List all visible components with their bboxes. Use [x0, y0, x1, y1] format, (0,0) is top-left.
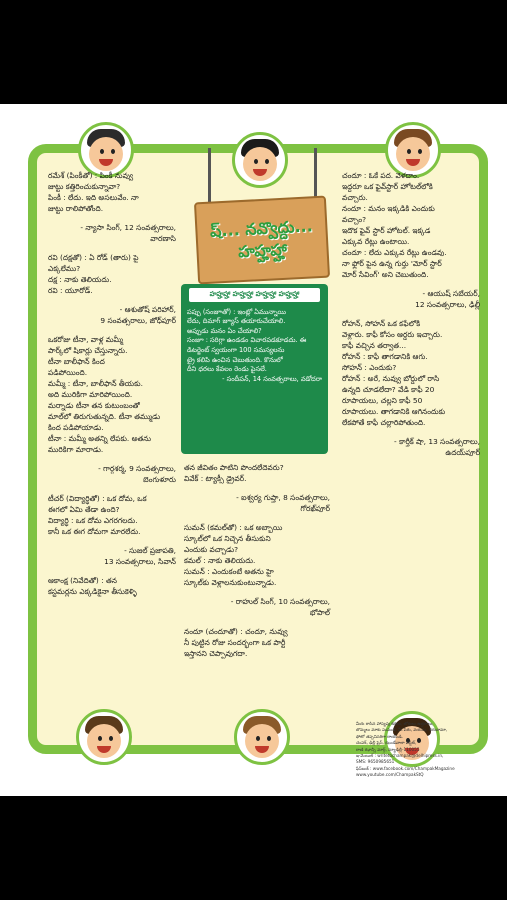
joke-signature: - ఐశ్వర్య గుప్తా, 8 సంవత్సరాలు, గోరఖ్‌పూర్ — [236, 493, 330, 513]
joke-signature: - ఆయుష్ సబేయర్, 12 సంవత్సరాలు, ఢిల్లీ — [415, 289, 480, 309]
sign-board — [194, 196, 330, 285]
girl-face-icon — [232, 132, 288, 188]
middle-column — [184, 462, 330, 667]
joke-signature: - ఆశుతోష్ పరిహార్, 9 సంవత్సరాలు, జోధ్‌పూర్ — [100, 305, 176, 325]
chain — [314, 148, 317, 203]
right-column — [342, 170, 480, 466]
joke-text: ఆకాంక్ష (నివేదితో) : తన కస్టమర్లను ఎక్కడికైనా తీసుకెళ్ళి — [48, 576, 137, 596]
joke-text: నందూ (చందూతో) : చందూ, నువ్వు నీ పుట్టిన రోజు సందర్భంగా ఒక పార్టీ ఇస్తానని చెప్పావుగదా. — [184, 627, 288, 658]
joke-signature: - రాహుల్ సింగ్, 10 సంవత్సరాలు, భోపాల్ — [230, 597, 330, 617]
joke-signature: - కార్తీక్ షా, 13 సంవత్సరాలు, ఉదయ్‌పూర్ — [394, 437, 480, 457]
girl-face-icon — [76, 709, 132, 765]
sign-title: ష్... నవ్వొద్దు... హహ్హహ్హా — [209, 216, 314, 262]
joke-text: టీచర్ (విద్యార్థితో) : ఒక దోమ, ఒక ఈగలో ఏమి తేడా ఉంది? విద్యార్థి : ఒక దోమ ఎగరగలదు. కానీ ఒక ఈగ దోమగా మారలేదు. — [48, 494, 147, 536]
magazine-page — [0, 104, 507, 796]
chain — [208, 148, 211, 203]
featured-joke-box — [181, 284, 328, 454]
joke-text: రోహన్, సోహన్ ఒక కఫేలోకి వెళ్లారు. కాఫీ కోసం ఆర్డరు ఇచ్చారు. కాఫీ వచ్చిన తర్వాత... రోహన్ : కాఫీ తాగడానికి ఆగు. సోహన్ : ఎందుకు? రోహన్ : అరే, నువ్వు బోర్డులో రాసి ఉన్నది చూడలేదా? వేడి కాఫీ 20 రూపాయలు, చల్లని కాఫీ 50 రూపాయలు. తాగడానికి ఆగినందుకు లేకపోతే కాఫీ చల్లారిపోతుంది. — [342, 319, 446, 427]
joke-text: రవి (దక్షతో) : ఏ రోడ్ (తారు) పై ఎక్కలేము? దక్ష : నాకు తెలియదు. రవి : యూరోడ్. — [48, 253, 139, 295]
joke-signature: - సుజల్ ప్రజాపతి, 13 సంవత్సరాలు, సివాన్ — [104, 546, 176, 566]
featured-joke-text: పప్పు (సంజూతో) : ఇంట్లో ఏమున్నాయి లేదు, దిమాగ్ జ్యూస్ తయారుచేయాలి. అప్పుడు మనం ఏం చేయాలి? సంజూ : సరిగ్గా ఉండడం విచారపడకూడదు. ఈ డిటర్జెంట్ స్వయంగా 100 సమస్యలను ట్రై కలిపి ఉంచిన చెబుతుంది. కొనులో దీని ధరలు కేవలం రెండు పైసలే. — [187, 307, 307, 374]
boy-face-icon — [234, 709, 290, 765]
joke-text: సుమన్ (కమల్‌తో) : ఒక అబ్బాయి స్కూల్‌లో ఒక నిచ్చెన తీసుకుని ఎందుకు వచ్చాడు? కమల్ : నాకు తెలియదు. సుమన్ : ఎందుకంటే అతను హై స్కూల్‌కు వెళ్లాలనుకుంటున్నాడు. — [184, 523, 283, 587]
left-column — [48, 170, 176, 605]
joke-text: రమేశ్ (పింకీతో) : పింకీ నువ్వు జుట్టు కత్తిరించుకున్నావా? పింకీ : లేదు. ఇది అసలువేం. నా జుట్టు రాలిపోతోంది. — [48, 171, 139, 213]
title-sign — [196, 199, 328, 281]
joke-text: ఒకరోజు టీనా, వాళ్ల మమ్మీ పార్క్‌లో షికార్లు చేస్తున్నారు. టీనా బాలీఫాన్ కింద పడిపోయింది. మమ్మీ : టీనా, బాలీఫాన్ తీయకు. అది మురికిగా మారిపోయింది. మర్నాడు టీనా తన కుటుంబంతో మాల్‌లో తిరుగుతున్నది. టీనా తమ్ముడు కింద పడిపోయాడు. టీనా : మమ్మీ అతన్ని లేపకు. అతను మురికిగా మారాడు. — [48, 335, 161, 454]
featured-joke-signature: - సందీపన్, 14 సంవత్సరాలు, వడోదరా — [222, 374, 322, 383]
joke-text: చందూ : ఓకే పద. వెళదాం. ఇద్దరూ ఒక ఫైవ్‌స్టార్ హోటల్‌లోకి వచ్చారు. నందూ : మనం ఇక్కడికి ఎందుకు వచ్చాం? ఇదొక ఫైవ్ స్టార్ హోటల్. ఇక్కడ ఎక్కువ రేట్లు ఉంటాయి. చందూ : లేదు ఎక్కువ రేట్లు ఉండవు. నా ఫ్లోర్ పైన ఉన్న గుర్తు 'మోర్ స్టార్ మోర్ సేవింగ్' అని చెబుతుంది. — [342, 171, 447, 279]
joke-text: తన జీవితం పాటిని పొందలేదెవరు? వివేక్ : ట్యాక్సీ డ్రైవర్. — [184, 463, 284, 483]
submission-credits: మీరు రాసిన హాస్యపు కథలు, జోకులు ఉత్తరాలు, బొమ్మలు మాకు పంపండి. మీ పేరు, వయసు, చిరునామా, ఫోటో తప్పనిసరిగా రాయండి. చంపక్, ఢిల్లీ ప్రెస్, ఝండేవాలా ఎస్టేట్, రాణి ఝాన్సీ మార్గ్, న్యూఢిల్లీ-110055 ఇ-మెయిల్ : writetochampak@delhipress.in, SMS: 9650985651 ఫేస్‌బుక్ : www.facebook.com/ChampakMagazine www.youtube.com/ChampakStQ — [356, 721, 455, 778]
featured-joke-title: హహ్హహ్హా హహ్హహ్హా హహ్హహ్హా హహ్హహ్హా — [189, 288, 320, 302]
joke-signature: - న్యాసా సింగ్, 12 సంవత్సరాలు, వారణాసి — [80, 223, 176, 243]
joke-signature: - గార్గశర్మ, 9 సంవత్సరాలు, బెంగుళూరు — [98, 464, 176, 484]
